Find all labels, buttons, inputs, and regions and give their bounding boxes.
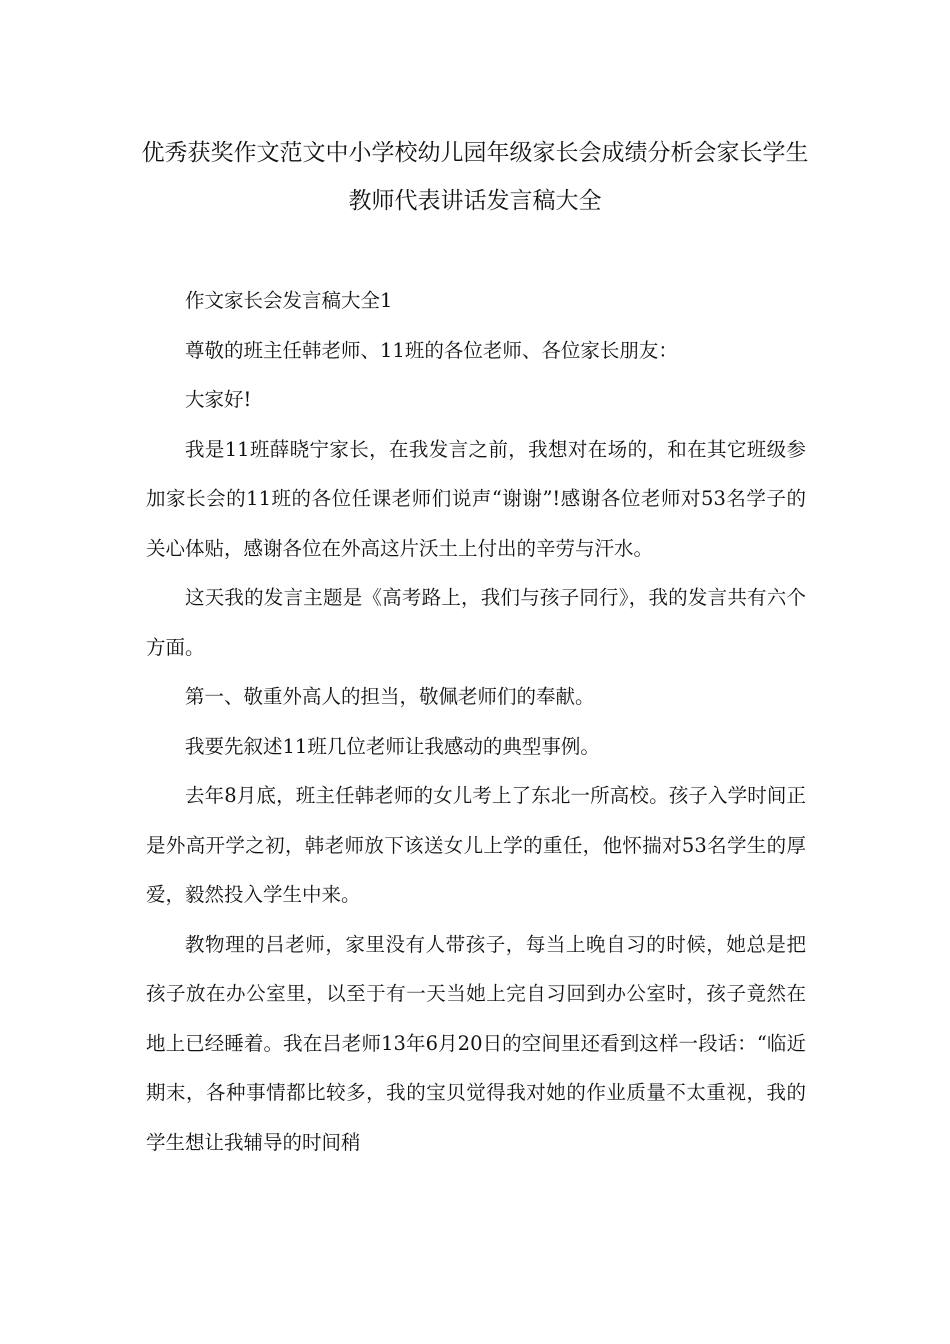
- paragraph-teacher-lv: 教物理的吕老师，家里没有人带孩子，每当上晚自习的时候，她总是把孩子放在办公室里，以至于有一天当她上完自习回到办公室时，孩子竟然在地上已经睡着。我在吕老师13年6月20日的空间里还看到这样一段话：“临近期末，各种事情都比较多，我的宝贝觉得我对她的作业质量不太重视，我的学生想让我辅导的时间稍: [146, 932, 806, 1154]
- paragraph-point-one: 第一、敬重外高人的担当，敬佩老师们的奉献。: [185, 685, 595, 708]
- paragraph-theme: 这天我的发言主题是《高考路上，我们与孩子同行》，我的发言共有六个方面。: [146, 586, 806, 659]
- paragraph-heading: 作文家长会发言稿大全1: [185, 289, 393, 312]
- document-title-line-2: 教师代表讲话发言稿大全: [348, 188, 602, 214]
- paragraph-greeting: 大家好!: [185, 388, 252, 411]
- paragraph-examples-intro: 我要先叙述11班几位老师让我感动的典型事例。: [185, 734, 600, 758]
- paragraph-salutation: 尊敬的班主任韩老师、11班的各位老师、各位家长朋友：: [185, 338, 678, 362]
- document-title-line-1: 优秀获奖作文范文中小学校幼儿园年级家长会成绩分析会家长学生: [141, 140, 809, 166]
- paragraph-teacher-han: 去年8月底，班主任韩老师的女儿考上了东北一所高校。孩子入学时间正是外高开学之初，韩老师放下该送女儿上学的重任，他怀揣对53名学生的厚爱，毅然投入学生中来。: [146, 784, 806, 906]
- paragraph-introduction: 我是11班薛晓宁家长，在我发言之前，我想对在场的，和在其它班级参加家长会的11班的各位任课老师们说声“谢谢”!感谢各位老师对53名学子的关心体贴，感谢各位在外高这片沃土上付出的辛劳与汗水。: [146, 437, 806, 560]
- document-body: [146, 276, 806, 1167]
